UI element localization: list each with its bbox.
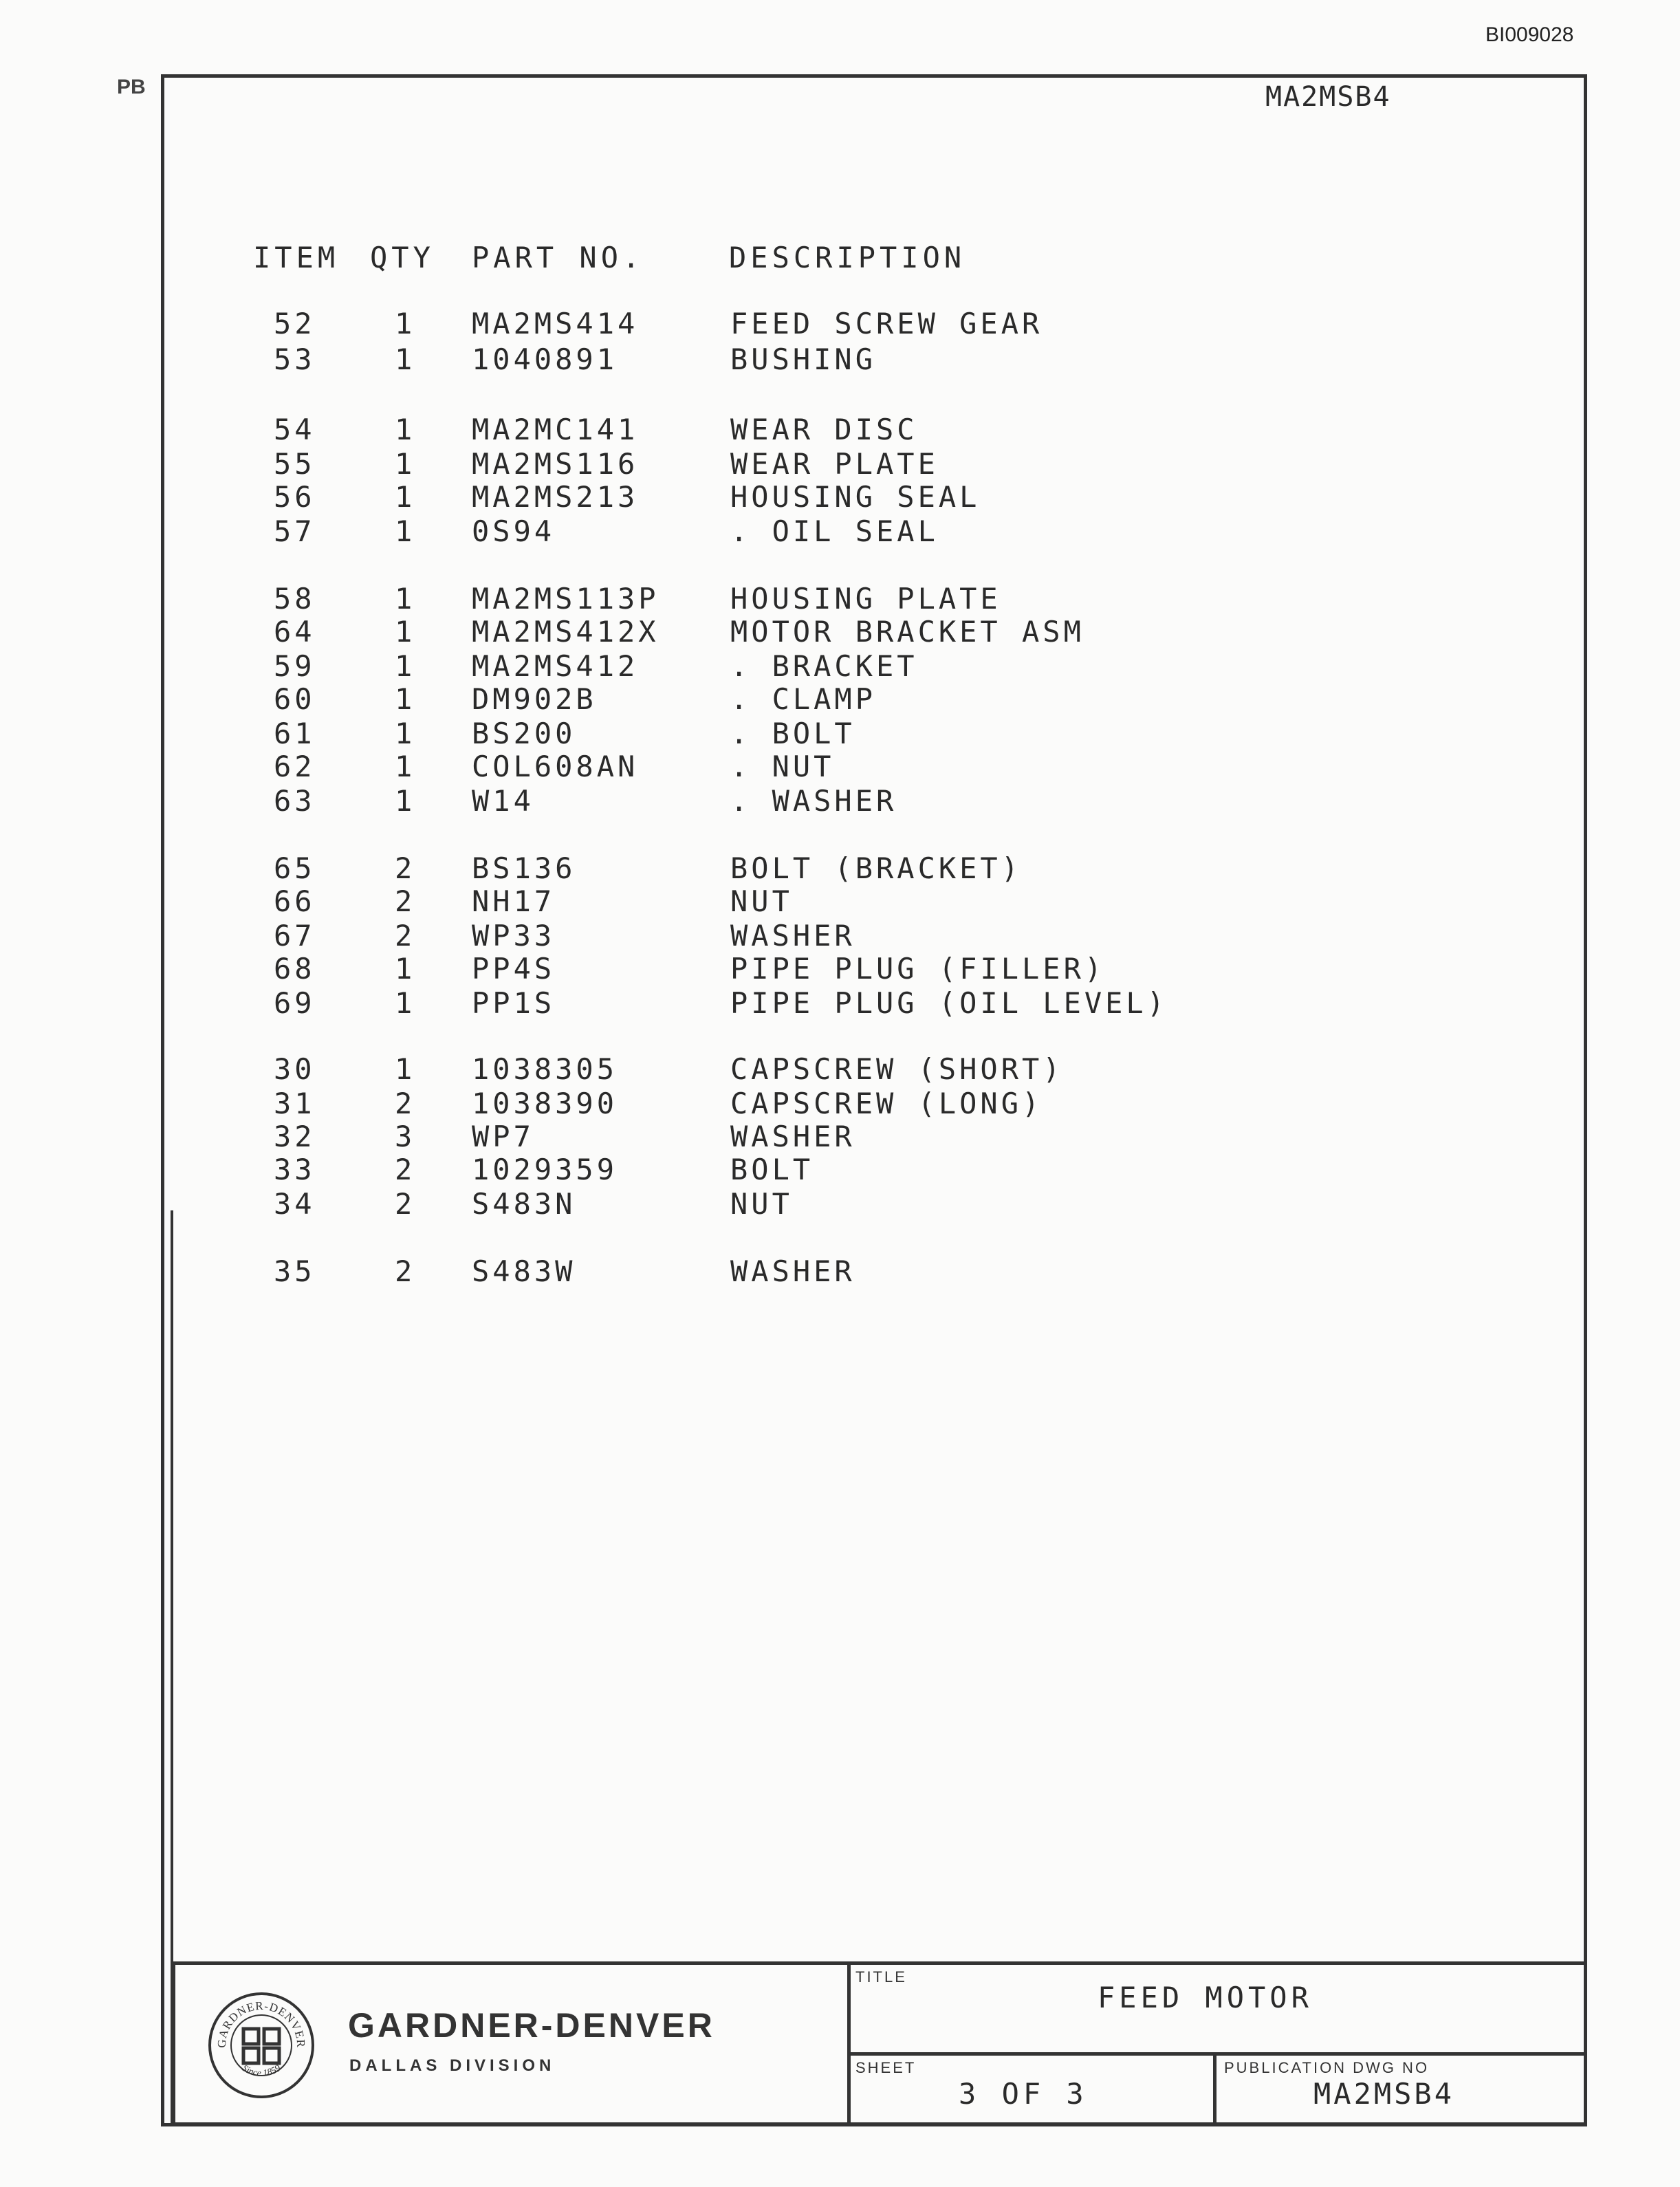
table-row — [0, 952, 1680, 986]
row-description: . OIL SEAL — [730, 514, 939, 548]
row-item: 68 — [274, 952, 316, 986]
header-description: DESCRIPTION — [729, 241, 966, 274]
sheet-caption: SHEET — [855, 2059, 917, 2076]
table-row — [0, 514, 1680, 549]
row-part-no: 1040891 — [472, 342, 618, 376]
publication-caption: PUBLICATION DWG NO — [1224, 2059, 1430, 2076]
row-item: 59 — [274, 649, 316, 683]
row-qty: 1 — [395, 342, 416, 376]
title-block-border — [172, 1961, 1586, 1965]
row-qty: 1 — [395, 986, 416, 1020]
row-description: BOLT — [730, 1153, 814, 1186]
row-qty: 1 — [395, 514, 416, 548]
table-row — [0, 784, 1680, 818]
row-part-no: PP4S — [472, 952, 556, 986]
row-item: 32 — [274, 1120, 316, 1153]
row-item: 57 — [274, 514, 316, 548]
company-name: GARDNER-DENVER — [348, 2006, 715, 2045]
row-description: WASHER — [730, 1254, 855, 1288]
seal-since: Since 1859 — [239, 2063, 283, 2079]
row-item: 55 — [274, 447, 316, 481]
row-item: 58 — [274, 582, 316, 616]
row-item: 56 — [274, 480, 316, 514]
row-qty: 1 — [395, 1052, 416, 1086]
row-item: 35 — [274, 1254, 316, 1288]
row-qty: 2 — [395, 1254, 416, 1288]
row-part-no: MA2MS414 — [472, 307, 639, 340]
row-description: MOTOR BRACKET ASM — [730, 615, 1084, 649]
row-description: HOUSING SEAL — [730, 480, 981, 514]
row-item: 67 — [274, 919, 316, 953]
corner-mark: PB — [117, 76, 146, 98]
row-part-no: MA2MS113P — [472, 582, 659, 616]
row-description: WASHER — [730, 1120, 855, 1153]
table-row — [0, 307, 1680, 341]
drawing-number-top: MA2MSB4 — [1265, 81, 1391, 113]
row-description: . NUT — [730, 750, 835, 783]
row-item: 31 — [274, 1087, 316, 1120]
row-description: NUT — [730, 1187, 793, 1221]
row-qty: 2 — [395, 919, 416, 953]
row-description: PIPE PLUG (OIL LEVEL) — [730, 986, 1168, 1020]
row-item: 62 — [274, 750, 316, 783]
table-row — [0, 682, 1680, 717]
table-row — [0, 986, 1680, 1021]
row-description: . BOLT — [730, 717, 855, 750]
row-part-no: MA2MS412 — [472, 649, 639, 683]
table-row — [0, 919, 1680, 953]
row-part-no: MA2MC141 — [472, 413, 639, 446]
company-seal-logo — [206, 1990, 316, 2100]
row-qty: 1 — [395, 447, 416, 481]
row-qty: 1 — [395, 952, 416, 986]
row-part-no: COL608AN — [472, 750, 639, 783]
header-item: ITEM — [253, 241, 340, 274]
row-part-no: BS200 — [472, 717, 576, 750]
row-description: BOLT (BRACKET) — [730, 851, 1023, 885]
row-part-no: DM902B — [472, 682, 597, 716]
row-part-no: S483N — [472, 1187, 576, 1221]
table-row — [0, 1187, 1680, 1221]
table-row — [0, 582, 1680, 616]
row-qty: 1 — [395, 649, 416, 683]
sheet-number: 3 OF 3 — [959, 2077, 1088, 2111]
row-qty: 3 — [395, 1120, 416, 1153]
row-description: BUSHING — [730, 342, 877, 376]
row-part-no: MA2MS116 — [472, 447, 639, 481]
row-part-no: BS136 — [472, 851, 576, 885]
publication-number: MA2MSB4 — [1313, 2077, 1455, 2111]
table-row — [0, 480, 1680, 514]
row-part-no: 1029359 — [472, 1153, 618, 1186]
table-row — [0, 413, 1680, 447]
header-part-no: PART NO. — [472, 241, 644, 274]
title-block-divider — [1213, 2052, 1217, 2126]
row-qty: 1 — [395, 682, 416, 716]
row-item: 65 — [274, 851, 316, 885]
row-item: 66 — [274, 884, 316, 918]
table-row — [0, 342, 1680, 377]
row-item: 54 — [274, 413, 316, 446]
row-part-no: MA2MS412X — [472, 615, 659, 649]
row-part-no: S483W — [472, 1254, 576, 1288]
table-row — [0, 1254, 1680, 1289]
row-description: WEAR DISC — [730, 413, 918, 446]
row-description: NUT — [730, 884, 793, 918]
row-qty: 1 — [395, 615, 416, 649]
row-description: WEAR PLATE — [730, 447, 939, 481]
row-qty: 1 — [395, 307, 416, 340]
row-qty: 2 — [395, 851, 416, 885]
row-part-no: WP33 — [472, 919, 556, 953]
document-id: BI009028 — [1485, 23, 1574, 46]
title-block-border — [172, 2122, 1586, 2126]
title-block-border — [172, 1961, 175, 2126]
row-qty: 1 — [395, 480, 416, 514]
row-item: 69 — [274, 986, 316, 1020]
table-row — [0, 1052, 1680, 1087]
row-part-no: PP1S — [472, 986, 556, 1020]
row-item: 61 — [274, 717, 316, 750]
row-description: FEED SCREW GEAR — [730, 307, 1043, 340]
row-description: . WASHER — [730, 784, 897, 818]
row-part-no: NH17 — [472, 884, 556, 918]
row-qty: 2 — [395, 884, 416, 918]
row-qty: 2 — [395, 1187, 416, 1221]
row-description: . CLAMP — [730, 682, 877, 716]
row-item: 60 — [274, 682, 316, 716]
row-part-no: 1038305 — [472, 1052, 618, 1086]
table-row — [0, 1087, 1680, 1121]
company-division: DALLAS DIVISION — [349, 2056, 556, 2075]
table-row — [0, 649, 1680, 684]
row-item: 34 — [274, 1187, 316, 1221]
header-qty: QTY — [370, 241, 435, 274]
table-row — [0, 851, 1680, 886]
table-row — [0, 884, 1680, 919]
table-row — [0, 750, 1680, 784]
row-qty: 2 — [395, 1153, 416, 1186]
row-qty: 1 — [395, 750, 416, 783]
row-item: 63 — [274, 784, 316, 818]
row-part-no: MA2MS213 — [472, 480, 639, 514]
row-description: WASHER — [730, 919, 855, 953]
row-qty: 1 — [395, 413, 416, 446]
row-description: CAPSCREW (LONG) — [730, 1087, 1043, 1120]
table-row — [0, 1153, 1680, 1187]
table-row — [0, 615, 1680, 649]
row-qty: 1 — [395, 784, 416, 818]
drawing-title: FEED MOTOR — [1098, 1981, 1313, 2014]
row-part-no: W14 — [472, 784, 534, 818]
row-item: 52 — [274, 307, 316, 340]
row-item: 30 — [274, 1052, 316, 1086]
row-description: PIPE PLUG (FILLER) — [730, 952, 1106, 986]
table-row — [0, 447, 1680, 481]
row-part-no: WP7 — [472, 1120, 534, 1153]
row-description: . BRACKET — [730, 649, 918, 683]
row-description: HOUSING PLATE — [730, 582, 1001, 616]
title-caption: TITLE — [855, 1968, 907, 1985]
row-part-no: 0S94 — [472, 514, 556, 548]
row-description: CAPSCREW (SHORT) — [730, 1052, 1064, 1086]
svg-text:Since 1859 — [240, 2063, 283, 2079]
table-row — [0, 1120, 1680, 1154]
row-item: 33 — [274, 1153, 316, 1186]
row-qty: 1 — [395, 582, 416, 616]
row-item: 64 — [274, 615, 316, 649]
row-part-no: 1038390 — [472, 1087, 618, 1120]
seal-text: GARDNER-DENVER — [215, 1999, 308, 2049]
title-block-divider — [847, 1961, 851, 2126]
row-qty: 1 — [395, 717, 416, 750]
table-row — [0, 717, 1680, 751]
title-block-divider — [847, 2052, 1586, 2056]
row-item: 53 — [274, 342, 316, 376]
row-qty: 2 — [395, 1087, 416, 1120]
